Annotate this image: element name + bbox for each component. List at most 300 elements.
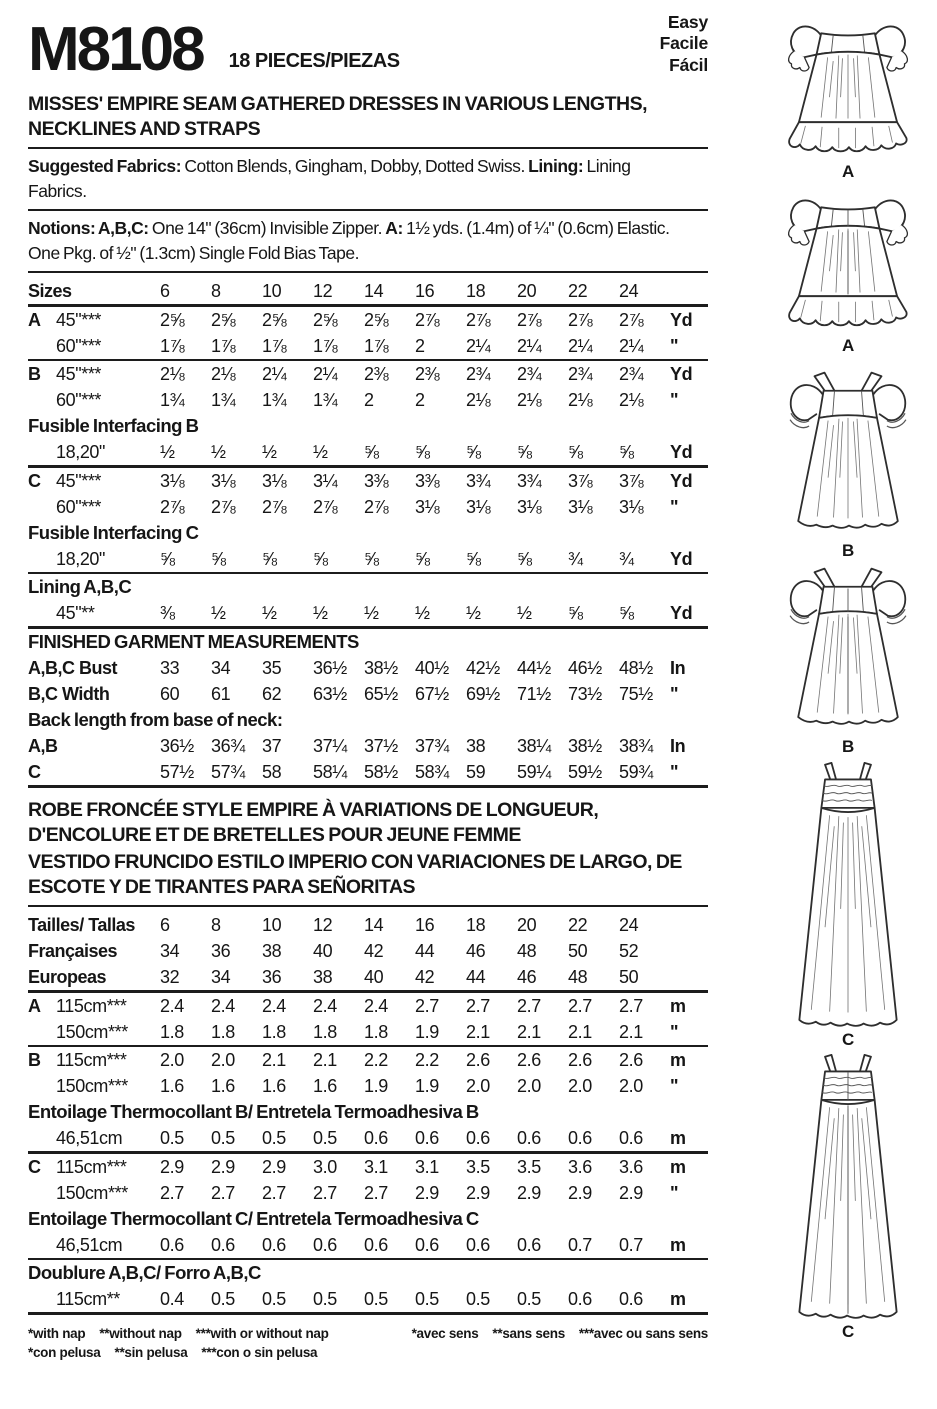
size-value: 32 [160, 964, 211, 992]
row-label: 60"*** [56, 496, 102, 517]
size-value: 2.4 [160, 995, 184, 1016]
size-value: 2.4 [313, 995, 337, 1016]
size-value: 2.1 [262, 1049, 286, 1070]
size-value: 3¾ [517, 470, 542, 491]
difficulty-es: Fácil [669, 54, 708, 75]
size-value: 0.6 [619, 1125, 670, 1153]
section-heading-row [28, 573, 708, 600]
size-value: 1.9 [364, 1075, 388, 1096]
fabrics-paragraph [28, 154, 678, 204]
unit-label: m [670, 1232, 708, 1259]
size-value: ½ [364, 600, 415, 628]
size-value: 0.7 [568, 1232, 619, 1259]
text-segment: Cotton Blends, Gingham, Dobby, Dotted Swiss. [184, 156, 529, 177]
size-value: 2⅝ [160, 309, 185, 330]
title-french: ROBE FRONCÉE STYLE EMPIRE À VARIATIONS DE LONGUEUR, D'ENCOLURE ET DE BRETELLES POUR JEUNE FEMME [28, 799, 599, 847]
row-label: A 45"*** [28, 309, 102, 330]
size-value: 6 [160, 278, 211, 306]
size-value: 58 [262, 759, 313, 787]
footnote-item: *avec sens [411, 1326, 479, 1342]
size-value: ½ [211, 600, 262, 628]
size-data-row [28, 306, 708, 334]
header [28, 12, 708, 85]
size-value: 3.5 [466, 1156, 490, 1177]
size-value: 2⅞ [466, 309, 491, 330]
yardage-table-metric [28, 912, 708, 1315]
unit-label: Yd [670, 470, 693, 491]
unit-label: m [670, 1049, 686, 1070]
size-value: 0.5 [313, 1125, 364, 1153]
size-value: 2.7 [313, 1182, 337, 1203]
size-value: 1.8 [160, 1019, 211, 1046]
size-value: 2⅝ [364, 309, 389, 330]
size-value: 2.1 [466, 1019, 517, 1046]
unit-label [670, 278, 708, 306]
size-value: 0.6 [619, 1286, 670, 1314]
size-value: 40½ [415, 657, 449, 678]
size-value: 3⅛ [211, 470, 236, 491]
size-data-row [28, 333, 708, 360]
dress-b-back-drawing [772, 565, 924, 737]
size-value: 2.4 [364, 995, 388, 1016]
size-value: ½ [262, 600, 313, 628]
size-value: 61 [211, 683, 231, 704]
size-value: 3.6 [619, 1156, 643, 1177]
dress-a-front-drawing [772, 12, 924, 162]
size-value: 48 [568, 964, 619, 992]
size-value: 36 [262, 964, 313, 992]
size-value: 0.6 [517, 1232, 568, 1259]
size-value: 34 [211, 964, 262, 992]
size-value: 2.7 [262, 1182, 286, 1203]
size-value: 3⅞ [568, 470, 593, 491]
size-value: 38¼ [517, 735, 551, 756]
row-label: B,C Width [28, 683, 110, 704]
size-value: 2.9 [262, 1156, 286, 1177]
garment-views-column [762, 12, 934, 1346]
size-value: 2⅞ [262, 496, 287, 517]
size-value: 3⅜ [415, 470, 440, 491]
size-value: 0.4 [160, 1286, 211, 1314]
size-value: 40 [313, 940, 333, 961]
size-value: 18 [466, 914, 486, 935]
section-heading: Entoilage Thermocollant C/ Entretela Termoadhesiva C [28, 1208, 479, 1230]
size-value: 59¾ [619, 759, 670, 787]
size-value: 38 [466, 735, 486, 756]
row-label: A,B,C Bust [28, 657, 117, 678]
size-value: 14 [364, 914, 384, 935]
size-value: 10 [262, 914, 282, 935]
size-data-row [28, 938, 708, 964]
unit-label: Yd [670, 546, 708, 573]
size-data-row [28, 494, 708, 520]
size-value: 38¾ [619, 735, 653, 756]
yardage-table-imperial [28, 278, 708, 788]
size-value: 0.6 [466, 1125, 517, 1153]
row-label: A 115cm*** [28, 995, 127, 1016]
pieces-count: 18 PIECES/PIEZAS [228, 50, 400, 73]
size-data-row [28, 964, 708, 992]
size-value: 2⅞ [313, 496, 338, 517]
size-value: ⅝ [313, 546, 364, 573]
size-value: 2⅝ [211, 309, 236, 330]
row-label: C [28, 759, 160, 787]
size-value: 0.6 [364, 1125, 415, 1153]
footnote-item: **sans sens [492, 1326, 565, 1342]
size-value: 36½ [160, 735, 194, 756]
size-value: 2⅛ [619, 389, 644, 410]
section-heading: Entoilage Thermocollant B/ Entretela Termoadhesiva B [28, 1101, 479, 1123]
size-value: 50 [619, 964, 670, 992]
size-value: 3⅜ [364, 470, 389, 491]
unit-label [670, 912, 708, 938]
size-value: ⅝ [568, 600, 619, 628]
size-value: 3.1 [364, 1156, 388, 1177]
size-value: ⅝ [415, 439, 466, 467]
dress-a-back-drawing [772, 186, 924, 336]
size-value: 2⅞ [415, 309, 440, 330]
dress-b-front-drawing [772, 369, 924, 541]
size-value: 2 [415, 333, 466, 360]
size-value: 3.1 [415, 1156, 439, 1177]
size-data-row [28, 278, 708, 306]
size-value: 1.8 [313, 1019, 364, 1046]
section-heading-row [28, 628, 708, 656]
size-value: 2.9 [466, 1182, 490, 1203]
size-value: 3⅛ [415, 496, 440, 517]
size-value: 2.0 [517, 1075, 541, 1096]
section-heading: Doublure A,B,C/ Forro A,B,C [28, 1262, 261, 1284]
size-value: 65½ [364, 683, 398, 704]
size-value: 48 [517, 940, 537, 961]
size-value: 12 [313, 278, 364, 306]
dress-view-c-back [762, 1054, 934, 1341]
unit-label: Yd [670, 309, 693, 330]
size-value: 0.5 [211, 1286, 262, 1314]
size-value: ⅝ [568, 439, 619, 467]
size-value: ⅝ [364, 439, 415, 467]
size-value: 1.8 [262, 1019, 313, 1046]
size-data-row [28, 733, 708, 759]
size-value: 1.9 [415, 1075, 439, 1096]
size-value: 0.5 [160, 1125, 211, 1153]
size-value: 67½ [415, 683, 449, 704]
unit-label: " [670, 1075, 679, 1096]
size-data-row [28, 439, 708, 467]
size-value: 2.0 [466, 1075, 490, 1096]
size-value: 0.6 [211, 1232, 262, 1259]
text-segment: A: [385, 218, 407, 239]
size-value: 2.6 [619, 1049, 643, 1070]
size-value: 2.2 [415, 1049, 439, 1070]
size-data-row [28, 655, 708, 681]
footnote-item: **sin pelusa [114, 1345, 188, 1361]
text-segment: Lining Fabrics. [28, 156, 631, 202]
section-heading: Fusible Interfacing C [28, 522, 199, 544]
size-value: ⅝ [517, 546, 568, 573]
row-label: A,B [28, 735, 58, 756]
size-value: ⅝ [211, 546, 262, 573]
size-value: ½ [262, 439, 313, 467]
size-value: 18 [466, 278, 517, 306]
size-value: 58¾ [415, 759, 466, 787]
size-value: ⅝ [466, 439, 517, 467]
size-value: 6 [160, 914, 170, 935]
size-value: 2¼ [619, 333, 670, 360]
footnotes-english-spanish [28, 1324, 343, 1362]
size-data-row [28, 1046, 708, 1073]
size-data-row [28, 992, 708, 1020]
unit-label: " [670, 1019, 708, 1046]
unit-label: In [670, 735, 686, 756]
size-value: 37¼ [313, 735, 347, 756]
size-value: 3.6 [568, 1156, 592, 1177]
unit-label: " [670, 1182, 679, 1203]
row-label: 46,51cm [28, 1232, 160, 1259]
size-value: 1.9 [415, 1019, 466, 1046]
row-label: Sizes [28, 278, 160, 306]
size-value: 44½ [517, 657, 551, 678]
size-value: ½ [466, 600, 517, 628]
size-value: 2.7 [160, 1182, 184, 1203]
size-data-row [28, 360, 708, 387]
size-value: 38½ [568, 735, 602, 756]
figure-label: C [841, 1322, 855, 1341]
size-value: 46 [517, 964, 568, 992]
size-value: 2¼ [262, 363, 287, 384]
size-value: 0.6 [415, 1125, 466, 1153]
size-value: 16 [415, 914, 435, 935]
size-value: 75½ [619, 683, 653, 704]
size-value: 1⅞ [160, 333, 211, 360]
notions-paragraph [28, 216, 704, 266]
size-value: 42 [364, 940, 384, 961]
footnote-item: **without nap [99, 1326, 182, 1342]
size-value: 59¼ [517, 759, 568, 787]
size-value: 44 [466, 964, 517, 992]
size-value: 2⅞ [517, 309, 542, 330]
dress-view-b-back [762, 565, 934, 756]
size-value: 1¾ [262, 389, 287, 410]
size-value: 2.0 [160, 1049, 184, 1070]
size-value: 2⅞ [568, 309, 593, 330]
size-value: 46 [466, 940, 486, 961]
size-value: 71½ [517, 683, 551, 704]
dress-view-c-front [762, 762, 934, 1049]
figure-label: C [841, 1030, 855, 1049]
size-value: 2.0 [211, 1049, 235, 1070]
size-value: 36¾ [211, 735, 245, 756]
section-heading: Lining A,B,C [28, 576, 132, 598]
footnote-line-fr [398, 1324, 708, 1343]
size-value: 2⅛ [517, 389, 542, 410]
size-value: 2.1 [568, 1019, 619, 1046]
size-value: ⅝ [466, 546, 517, 573]
footnote-line-en [28, 1324, 343, 1343]
section-heading-row [28, 1099, 708, 1125]
size-value: 2.1 [313, 1049, 337, 1070]
size-value: 2⅞ [160, 496, 185, 517]
size-value: 1⅞ [364, 333, 415, 360]
pattern-number: M8108 [28, 15, 203, 85]
unit-label: " [670, 496, 679, 517]
size-value: 58¼ [313, 759, 364, 787]
size-value: 59½ [568, 759, 619, 787]
size-data-row [28, 1073, 708, 1099]
size-value: ½ [517, 600, 568, 628]
size-value: 37¾ [415, 735, 449, 756]
size-value: 0.5 [415, 1286, 466, 1314]
size-value: 0.5 [262, 1125, 313, 1153]
size-value: 2.7 [568, 995, 592, 1016]
size-value: 1.6 [211, 1075, 235, 1096]
size-value: 60 [160, 683, 180, 704]
size-value: 1.6 [313, 1075, 337, 1096]
size-value: 2.6 [568, 1049, 592, 1070]
size-value: 38 [313, 964, 364, 992]
size-value: 8 [211, 278, 262, 306]
size-value: 2 [415, 389, 425, 410]
row-label: 18,20" [28, 546, 160, 573]
size-value: 1¾ [313, 389, 338, 410]
size-value: 2⅛ [211, 363, 236, 384]
size-value: 10 [262, 278, 313, 306]
size-value: 20 [517, 914, 537, 935]
size-data-row [28, 681, 708, 707]
size-value: 20 [517, 278, 568, 306]
size-value: 2⅛ [568, 389, 593, 410]
size-value: 2.7 [211, 1182, 235, 1203]
dress-view-a-front [762, 12, 934, 181]
size-value: ⅝ [619, 600, 670, 628]
size-value: 50 [568, 940, 588, 961]
size-value: 34 [160, 940, 180, 961]
size-value: 3¾ [466, 470, 491, 491]
size-value: 3⅛ [619, 496, 644, 517]
size-value: 2.4 [262, 995, 286, 1016]
size-value: 3⅛ [568, 496, 593, 517]
unit-label: Yd [670, 439, 708, 467]
size-value: 36 [211, 940, 231, 961]
size-value: 62 [262, 683, 282, 704]
size-value: 0.6 [262, 1232, 313, 1259]
size-value: 2.9 [517, 1182, 541, 1203]
size-data-row [28, 1232, 708, 1259]
size-value: 0.6 [568, 1286, 619, 1314]
size-value: 2.2 [364, 1049, 388, 1070]
size-value: 22 [568, 278, 619, 306]
difficulty-en: Easy [667, 12, 708, 32]
size-value: 0.5 [364, 1286, 415, 1314]
unit-label: " [670, 333, 708, 360]
size-value: 2⅝ [262, 309, 287, 330]
unit-label [670, 938, 708, 964]
figure-label: B [841, 541, 855, 560]
size-value: 12 [313, 914, 333, 935]
unit-label: m [670, 1156, 686, 1177]
size-value: 73½ [568, 683, 602, 704]
size-value: 1¾ [160, 389, 185, 410]
size-value: ½ [160, 439, 211, 467]
size-data-row [28, 912, 708, 938]
size-value: 2.9 [619, 1182, 643, 1203]
footnote-item: *con pelusa [28, 1345, 101, 1361]
difficulty-fr: Facile [659, 33, 708, 54]
size-value: 58½ [364, 759, 415, 787]
size-value: 46½ [568, 657, 602, 678]
size-value: ⅝ [415, 546, 466, 573]
size-value: 2.6 [466, 1049, 490, 1070]
section-heading-row [28, 707, 708, 733]
dress-c-front-drawing [772, 762, 924, 1030]
size-value: 3⅛ [262, 470, 287, 491]
size-value: 0.6 [364, 1232, 415, 1259]
size-value: 35 [262, 657, 282, 678]
divider [28, 905, 708, 907]
dress-view-a-back [762, 186, 934, 355]
main-column [28, 12, 708, 1362]
size-value: 2¼ [568, 333, 619, 360]
title-spanish: VESTIDO FRUNCIDO ESTILO IMPERIO CON VARIACIONES DE LARGO, DE ESCOTE Y DE TIRANTES PARA SEÑORITAS [28, 851, 682, 899]
size-data-row [28, 759, 708, 787]
size-data-row [28, 1125, 708, 1153]
section-heading-row [28, 520, 708, 546]
footnotes [28, 1324, 708, 1362]
size-value: 2.7 [364, 1182, 388, 1203]
size-value: 40 [364, 964, 415, 992]
row-label: 115cm** [28, 1286, 160, 1314]
size-value: ⅝ [262, 546, 313, 573]
size-value: 8 [211, 914, 221, 935]
size-value: 57½ [160, 759, 211, 787]
size-value: 0.7 [619, 1232, 670, 1259]
size-value: 1⅞ [313, 333, 364, 360]
size-value: 0.6 [568, 1125, 619, 1153]
text-segment: Notions: A,B,C: [28, 218, 152, 239]
size-value: 2.9 [415, 1182, 439, 1203]
size-value: 2¼ [517, 333, 568, 360]
size-value: 16 [415, 278, 466, 306]
size-value: 2.4 [211, 995, 235, 1016]
size-value: 2.0 [619, 1075, 643, 1096]
row-label: 150cm*** [56, 1075, 128, 1096]
size-value: 37 [262, 735, 282, 756]
row-label: B 115cm*** [28, 1049, 127, 1070]
text-segment: 1½ yds. (1.4m) of ¼" (0.6cm) Elastic. One Pkg. of ½" (1.3cm) Single Fold Bias Tape. [28, 218, 670, 264]
row-label: 60"*** [56, 389, 102, 410]
dress-c-back-drawing [772, 1054, 924, 1322]
size-value: 3.0 [313, 1156, 337, 1177]
section-heading-row [28, 1259, 708, 1286]
size-value: 2¾ [568, 363, 593, 384]
size-value: 2⅞ [211, 496, 236, 517]
size-data-row [28, 600, 708, 628]
size-value: 2.9 [160, 1156, 184, 1177]
section-heading: Fusible Interfacing B [28, 415, 199, 437]
divider [28, 209, 708, 211]
size-value: 1.6 [262, 1075, 286, 1096]
size-data-row [28, 1180, 708, 1206]
text-segment: Lining: [528, 156, 587, 177]
unit-label: " [670, 759, 708, 787]
size-value: 3.5 [517, 1156, 541, 1177]
unit-label: m [670, 1125, 708, 1153]
size-value: 2.7 [517, 995, 541, 1016]
divider [28, 147, 708, 149]
size-value: 0.6 [415, 1232, 466, 1259]
size-value: 0.6 [160, 1232, 211, 1259]
size-value: 24 [619, 914, 639, 935]
